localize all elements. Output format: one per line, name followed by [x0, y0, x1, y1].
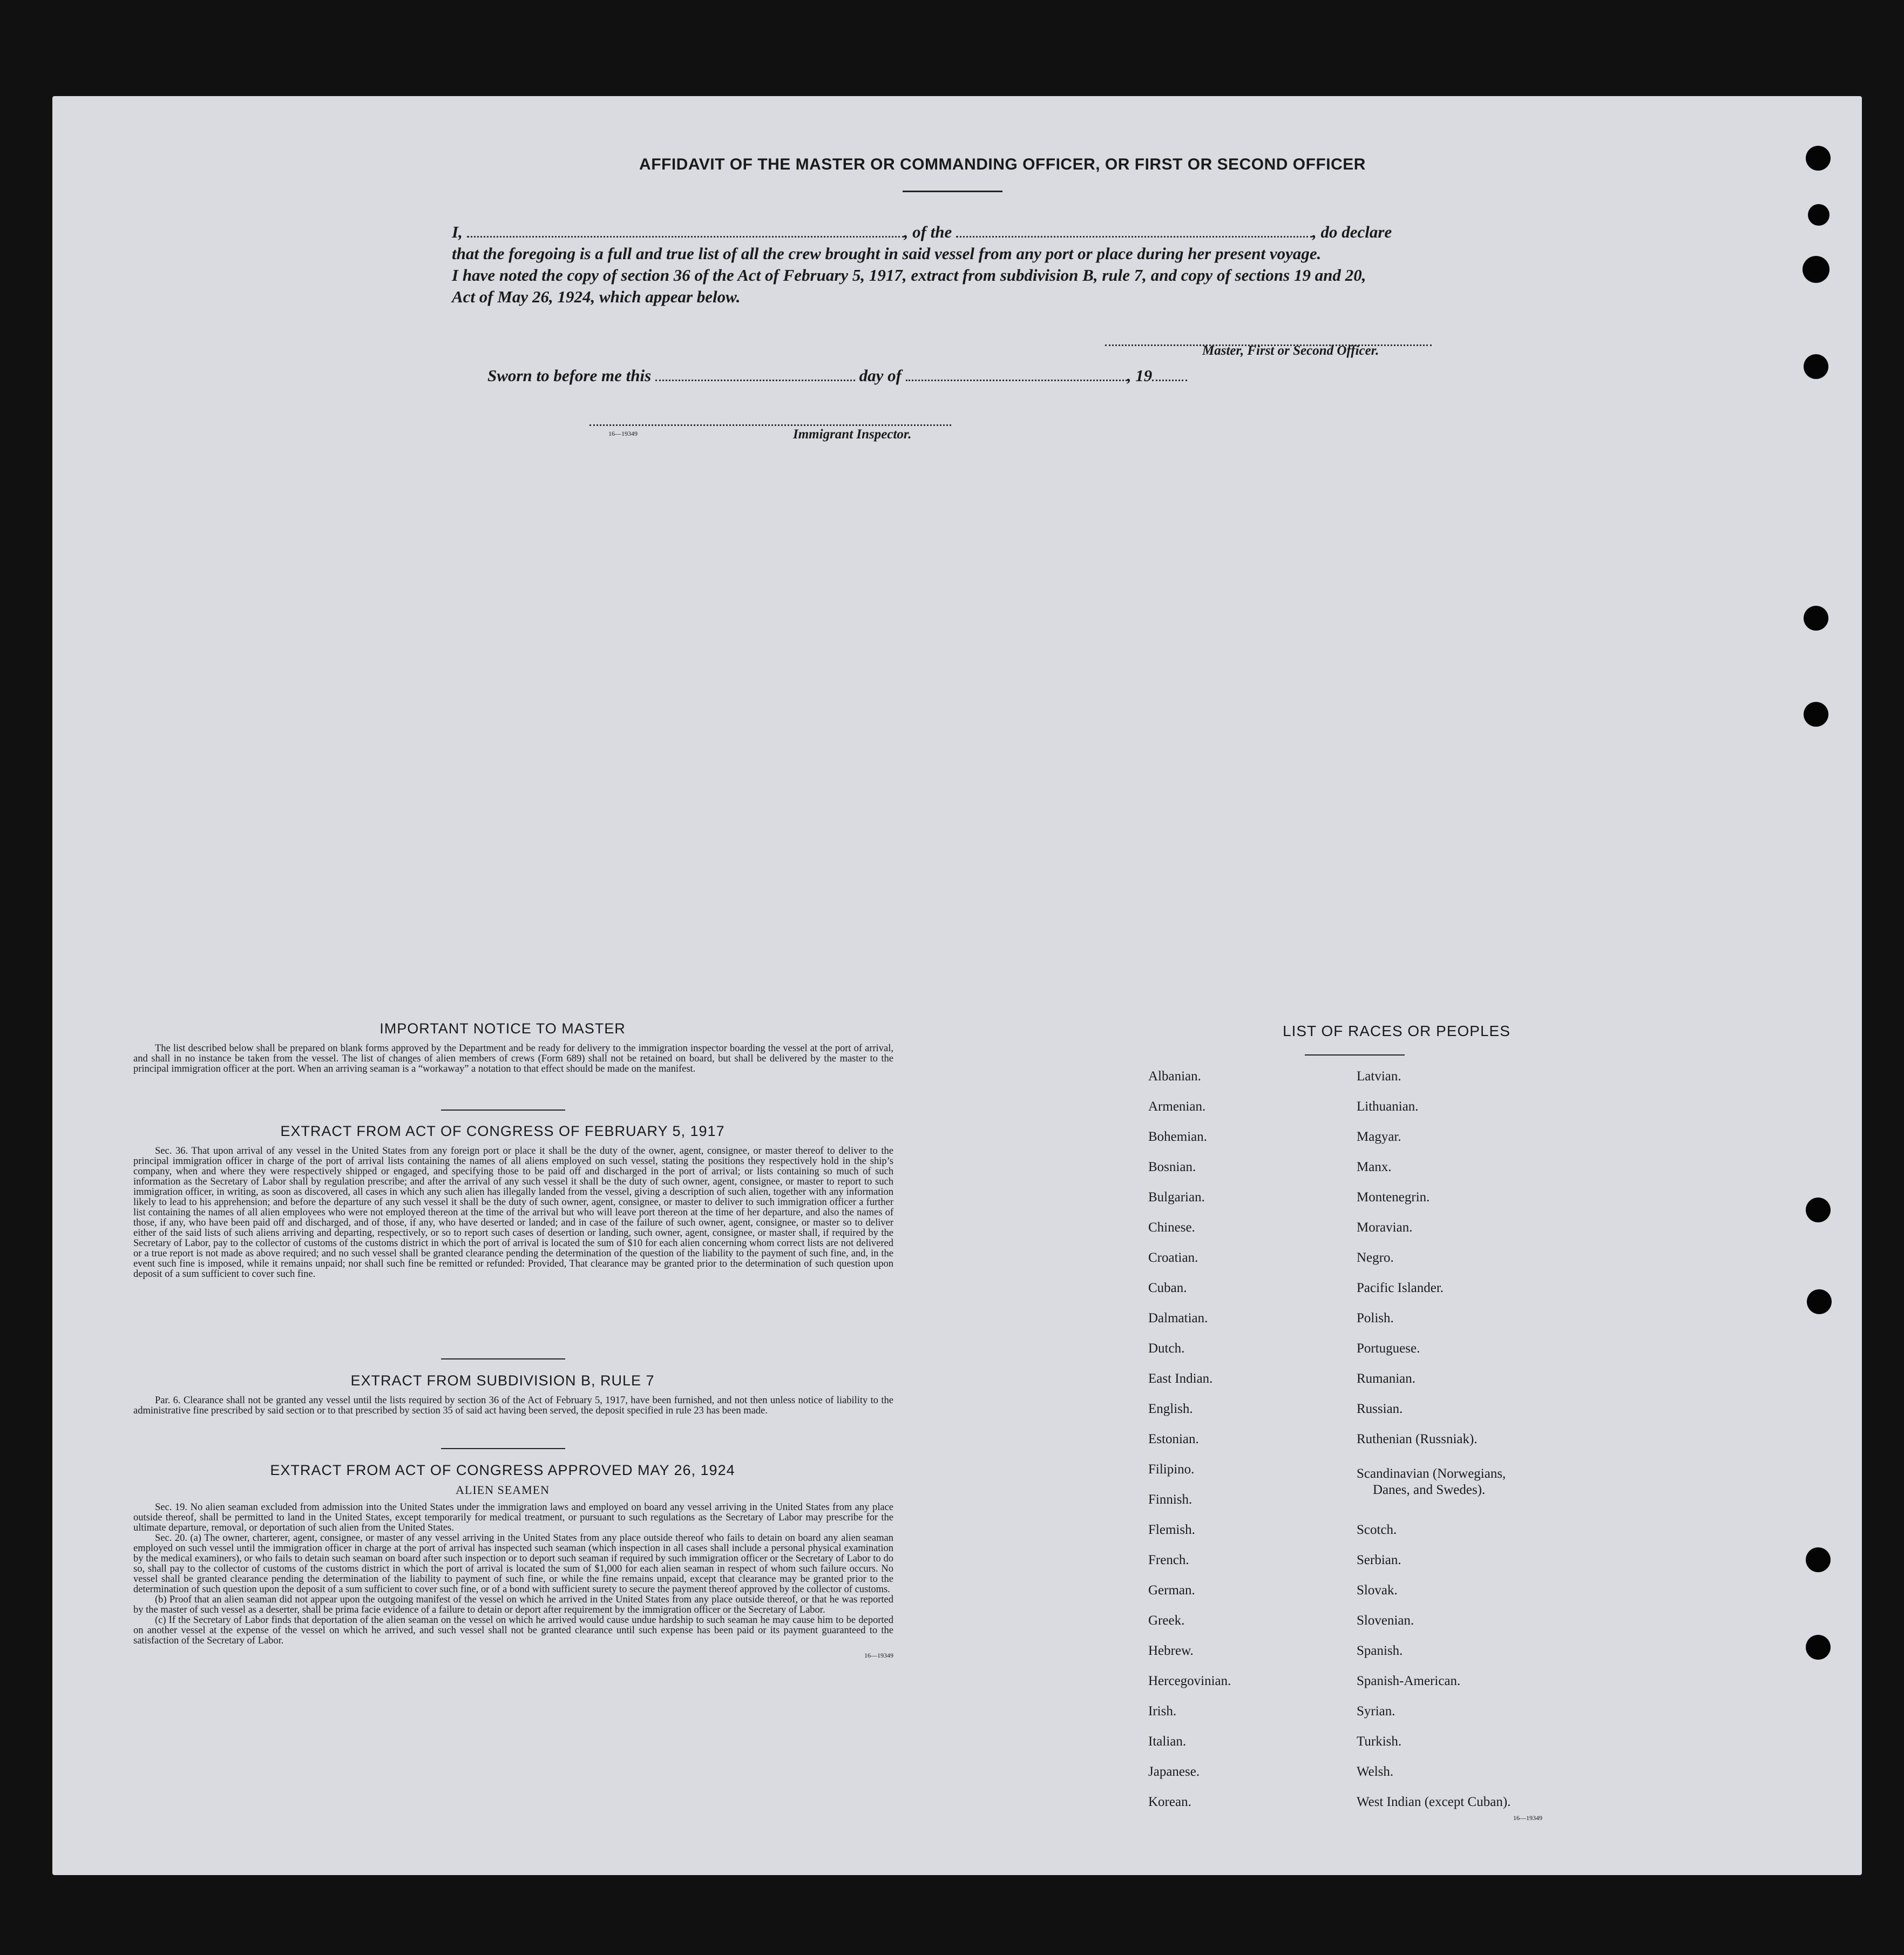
race-item: Ruthenian (Russniak).: [1357, 1432, 1478, 1446]
extract-1917-section: [133, 1123, 893, 1280]
sec-20c-paragraph: (c) If the Secretary of Labor finds that deportation of the alien seaman on the vessel on which he arrived would cause undue hardship to such seaman he may cause him to be deported on another vessel at the expense of the vessel on which he arrived, and such vessel shall not be granted clearance until such expense has been paid or its payment guaranteed to the satisfaction of the Secretary of Labor.: [133, 1615, 893, 1646]
race-item: Bohemian.: [1148, 1129, 1208, 1144]
extract-form-number: 16—19349: [864, 1652, 893, 1659]
section-divider: [441, 1448, 565, 1449]
form-sheet: [52, 96, 1862, 1875]
section-divider: [441, 1110, 565, 1111]
race-item: West Indian (except Cuban).: [1357, 1795, 1511, 1809]
race-item: Italian.: [1148, 1734, 1187, 1749]
title-divider: [903, 191, 1002, 192]
races-divider: [1305, 1054, 1405, 1056]
of-the-label: , of the: [904, 222, 952, 241]
race-item: Flemish.: [1148, 1523, 1195, 1537]
race-item: Manx.: [1357, 1160, 1392, 1174]
races-title: LIST OF RACES OR PEOPLES: [1283, 1023, 1510, 1039]
notice-title: IMPORTANT NOTICE TO MASTER: [380, 1020, 626, 1037]
race-item: Hebrew.: [1148, 1643, 1194, 1658]
vessel-name-field[interactable]: [956, 223, 1312, 238]
notice-text: The list described below shall be prepared on blank forms approved by the Department and be ready for delivery to the immigration inspector boarding the vessel at the port of arrival, and shall in no instance be taken from the vessel. The list of changes of alien members of crews (Form 689) shall not be retained on board, but shall be delivered by the master to the principal immigration officer at the port. When an arriving seaman is a “workaway” a notation to that effect should be made on the manifest.: [133, 1043, 893, 1074]
race-item: Croatian.: [1148, 1250, 1198, 1265]
race-item: Albanian.: [1148, 1069, 1201, 1084]
race-item: Portuguese.: [1357, 1341, 1420, 1356]
race-item: Spanish-American.: [1357, 1674, 1461, 1688]
extract-rule7-text: Par. 6. Clearance shall not be granted any vessel until the lists required by section 36 of the Act of February 5, 1917, have been furnished, and not then unless notice of liability to the administrative fine prescribed by said section or to that prescribed by section 35 of said act having been served, the deposit specified in rule 23 has been made.: [133, 1395, 893, 1416]
sec-20b-paragraph: (b) Proof that an alien seaman did not appear upon the outgoing manifest of the vessel on which he arrived in the United States from any place outside thereof, or that he was reported by the master of such vessel as a deserter, shall be prima facie evidence of a failure to detain or deport after requirement by the immigration officer or the Secretary of Labor.: [133, 1594, 893, 1615]
race-item: Bulgarian.: [1148, 1190, 1205, 1205]
punch-hole: [1803, 256, 1830, 283]
punch-hole: [1806, 1635, 1831, 1660]
extract-1917-title: EXTRACT FROM ACT OF CONGRESS OF FEBRUARY 5, 1917: [280, 1123, 725, 1139]
race-item: Estonian.: [1148, 1432, 1199, 1446]
punch-hole: [1806, 1547, 1831, 1572]
inspector-label: Immigrant Inspector.: [793, 427, 912, 442]
sworn-label: Sworn to before me this: [487, 366, 652, 385]
race-item: Polish.: [1357, 1311, 1394, 1325]
punch-hole: [1808, 204, 1830, 226]
race-item: Russian.: [1357, 1402, 1403, 1416]
race-item: English.: [1148, 1402, 1193, 1416]
race-item: Welsh.: [1357, 1764, 1394, 1779]
section-divider: [441, 1358, 565, 1359]
punch-hole: [1804, 354, 1828, 379]
race-item: Dutch.: [1148, 1341, 1185, 1356]
race-item: Chinese.: [1148, 1220, 1195, 1235]
affidavit-text: [452, 221, 1510, 308]
sworn-year-field[interactable]: [1152, 367, 1187, 381]
race-item: Scotch.: [1357, 1523, 1397, 1537]
race-item: East Indian.: [1148, 1371, 1213, 1386]
sworn-month-field[interactable]: [906, 367, 1127, 381]
race-item: Bosnian.: [1148, 1160, 1196, 1174]
affidavit-line-2: that the foregoing is a full and true list of all the crew brought in said vessel from any port or place during her present voyage.: [452, 244, 1322, 263]
race-item: Finnish.: [1148, 1492, 1192, 1507]
race-item: Magyar.: [1357, 1129, 1401, 1144]
notice-section: [133, 1020, 893, 1074]
affidavit-line-4: Act of May 26, 1924, which appear below.: [452, 287, 741, 306]
sworn-line: [487, 366, 1187, 385]
race-item: Slovenian.: [1357, 1613, 1414, 1628]
inspector-signature-field[interactable]: [590, 420, 951, 426]
alien-seamen-subtitle: ALIEN SEAMEN: [456, 1483, 550, 1497]
i-label: I,: [452, 222, 463, 241]
extract-1924-text: [133, 1503, 893, 1646]
race-item: Negro.: [1357, 1250, 1394, 1265]
race-item: Greek.: [1148, 1613, 1185, 1628]
affidavit-title: AFFIDAVIT OF THE MASTER OR COMMANDING OFFICER, OR FIRST OR SECOND OFFICER: [639, 155, 1366, 173]
extract-1924-title: EXTRACT FROM ACT OF CONGRESS APPROVED MAY 26, 1924: [270, 1462, 735, 1478]
race-item: Irish.: [1148, 1704, 1177, 1719]
punch-hole: [1806, 1198, 1831, 1222]
race-item: Turkish.: [1357, 1734, 1402, 1749]
master-signature-label: Master, First or Second Officer.: [1202, 343, 1379, 358]
affidavit-form-number: 16—19349: [608, 430, 638, 437]
extract-1924-section: [133, 1462, 893, 1660]
affidavit-line-1: [452, 221, 1510, 243]
race-item: French.: [1148, 1553, 1189, 1567]
punch-hole: [1807, 1289, 1832, 1314]
race-item: Rumanian.: [1357, 1371, 1416, 1386]
extract-rule7-section: [133, 1372, 893, 1416]
race-item: Cuban.: [1148, 1281, 1187, 1295]
race-item: Moravian.: [1357, 1220, 1413, 1235]
extract-1917-text: Sec. 36. That upon arrival of any vessel in the United States from any foreign port or place it shall be the duty of the owner, agent, consignee, or master thereof to deliver to the principal immigration officer in charge of the port of arrival lists containing the names of all aliens employed on such vessel, stating the positions they respectively hold in the ship’s company, when and where they were respectively shipped or engaged, and specifying those to be paid off and discharged in the port of arrival; or lists containing so much of such information as the Secretary of Labor shall by regulation prescribe; and after the arrival of any such vessel it shall be the duty of such owner, agent, consignee, or master to report to such immigration officer, in writing, as soon as discovered, all cases in which any such alien has illegally landed from the vessel, giving a description of such alien, together with any information likely to lead to his apprehension; and before the departure of any such vessel it shall be the duty of such owner, agent, consignee, or master to deliver to such immigration officer a further list containing the names of all alien employees who were not employed thereon at the time of the arrival but who will leave port thereon at the time of her departure, and also the names of those, if any, who have been paid off and discharged, and of those, if any, who have deserted or landed; and in case of the failure of such owner, agent, consignee, or master so to deliver either of the said lists of such aliens arriving and departing, respectively, or so to report such cases of desertion or landing, such owner, agent, consignee, or master shall, if required by the Secretary of Labor, pay to the collector of customs of the customs district in which the port of arrival is located the sum of $10 for each alien concerning whom correct lists are not delivered or a true report is not made as above required; and no such vessel shall be granted clearance pending the determination of the question of the liability to the payment of such fine, and, in the event such fine is imposed, while it remains unpaid; nor shall such fine be remitted or refunded: Provided, That clearance may be granted prior to the determination of such question upon deposit of a sum sufficient to cover such fine.: [133, 1146, 893, 1280]
race-item: Danes, and Swedes).: [1373, 1483, 1486, 1497]
race-item: Montenegrin.: [1357, 1190, 1430, 1205]
race-item: Scandinavian (Norwegians,: [1357, 1466, 1506, 1481]
race-item: Dalmatian.: [1148, 1311, 1208, 1325]
sec-20a-paragraph: Sec. 20. (a) The owner, charterer, agent, consignee, or master of any vessel arriving in the United States from any place outside thereof who fails to detain on board any alien seaman employed on such vessel until the immigration officer in charge at the port of arrival has inspected such seaman (which inspection in all cases shall include a personal physical examination by the medical examiners), or who fails to detain such seaman on board after such inspection or to deport such seaman if required by such immigration officer or the Secretary of Labor to do so, shall pay to the collector of customs of the customs district in which the port of arrival is located the sum of $1,000 for each alien seaman in respect of whom such failure occurs. No vessel shall be granted clearance pending the determination of the liability to payment of such fine, or while the fine remains unpaid, except that clearance may be granted prior to the determination of such question upon the deposit of a sum sufficient to cover such fine, or of a bond with sufficient surety to secure the payment thereof approved by the collector of customs.: [133, 1533, 893, 1595]
race-item: Lithuanian.: [1357, 1099, 1419, 1114]
do-declare-label: , do declare: [1312, 222, 1392, 241]
race-item: Pacific Islander.: [1357, 1281, 1444, 1295]
race-item: Syrian.: [1357, 1704, 1395, 1719]
race-item: Korean.: [1148, 1795, 1191, 1809]
extract-rule7-title: EXTRACT FROM SUBDIVISION B, RULE 7: [350, 1372, 655, 1389]
officer-name-field[interactable]: [467, 223, 904, 238]
race-item: Armenian.: [1148, 1099, 1206, 1114]
affidavit-line-3: I have noted the copy of section 36 of the Act of February 5, 1917, extract from subdivision B, rule 7, and copy of sections 19 and 20,: [452, 266, 1366, 285]
race-item: Latvian.: [1357, 1069, 1401, 1084]
day-of-label: day of: [859, 366, 902, 385]
punch-hole: [1804, 702, 1828, 727]
race-item: Hercegovinian.: [1148, 1674, 1231, 1688]
sworn-day-field[interactable]: [655, 367, 855, 381]
race-item: Serbian.: [1357, 1553, 1401, 1567]
punch-hole: [1806, 146, 1831, 171]
race-item: Slovak.: [1357, 1583, 1398, 1598]
sec-19-paragraph: Sec. 19. No alien seaman excluded from admission into the United States under the immigration laws and employed on board any vessel arriving in the United States from any place outside thereof, shall be permitted to land in the United States, except temporarily for medical treatment, or pursuant to such regulations as the Secretary of Labor may prescribe for the ultimate departure, removal, or deportation of such alien from the United States.: [133, 1502, 893, 1533]
punch-hole: [1804, 606, 1828, 631]
race-item: Spanish.: [1357, 1643, 1403, 1658]
race-item: German.: [1148, 1583, 1195, 1598]
year-label: , 19: [1127, 366, 1153, 385]
races-form-number: 16—19349: [1513, 1814, 1542, 1822]
race-item: Japanese.: [1148, 1764, 1200, 1779]
race-item: Filipino.: [1148, 1462, 1195, 1477]
